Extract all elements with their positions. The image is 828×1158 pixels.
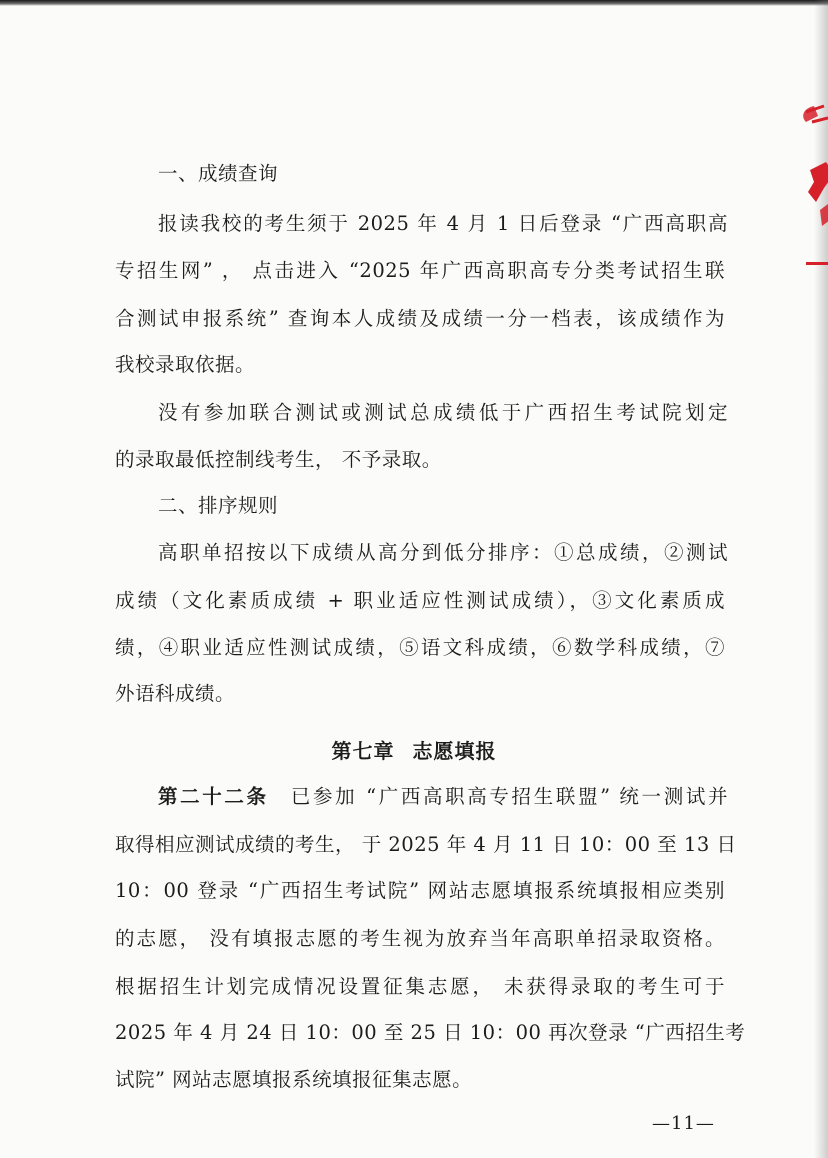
section2-para-line: 高职单招按以下成绩从高分到低分排序：①总成绩，②测试 xyxy=(158,541,728,564)
article-label: 第二十二条 xyxy=(158,785,269,808)
scan-top-edge xyxy=(0,0,828,6)
section2-heading: 二、排序规则 xyxy=(158,494,279,517)
chapter-name: 志愿填报 xyxy=(412,739,497,763)
section1-heading: 一、成绩查询 xyxy=(158,162,279,185)
section1-para1-line: 报读我校的考生须于 2025 年 4 月 1 日后登录 “广西高职高 xyxy=(158,212,728,235)
section1-para2-line: 的录取最低控制线考生， 不予录取。 xyxy=(115,448,442,471)
article-line xyxy=(158,784,728,810)
section2-para-line: 绩，④职业适应性测试成绩，⑤语文科成绩，⑥数学科成绩，⑦ xyxy=(115,636,725,659)
page-number: —11— xyxy=(652,1113,715,1134)
article-first-line-text: 已参加 “广西高职高专招生联盟” 统一测试并 xyxy=(290,785,728,808)
article-line: 根据招生计划完成情况设置征集志愿， 未获得录取的考生可于 xyxy=(115,975,725,998)
section2-para-line: 外语科成绩。 xyxy=(115,682,236,705)
article-line: 试院” 网站志愿填报系统填报征集志愿。 xyxy=(115,1068,473,1091)
chapter-title xyxy=(0,738,828,764)
article-line: 10：00 登录 “广西招生考试院” 网站志愿填报系统填报相应类别 xyxy=(115,879,725,902)
section1-para2-line: 没有参加联合测试或测试总成绩低于广西招生考试院划定 xyxy=(158,401,728,424)
section1-para1-line: 我校录取依据。 xyxy=(115,353,256,376)
section1-para1-line: 专招生网” ， 点击进入 “2025 年广西高职高专分类考试招生联 xyxy=(115,259,725,282)
section2-para-line: 成绩（文化素质成绩 + 职业适应性测试成绩），③文化素质成 xyxy=(115,589,725,612)
article-line: 取得相应测试成绩的考生， 于 2025 年 4 月 11 日 10：00 至 13 日 xyxy=(115,833,737,856)
article-line: 的志愿， 没有填报志愿的考生视为放弃当年高职单招录取资格。 xyxy=(115,927,725,950)
chapter-number: 第七章 xyxy=(331,739,395,763)
section1-para1-line: 合测试申报系统” 查询本人成绩及成绩一分一档表，该成绩作为 xyxy=(115,307,725,330)
article-line: 2025 年 4 月 24 日 10：00 至 25 日 10：00 再次登录 “广西招生考 xyxy=(115,1021,746,1044)
red-seal-fragment-icon xyxy=(784,92,828,282)
